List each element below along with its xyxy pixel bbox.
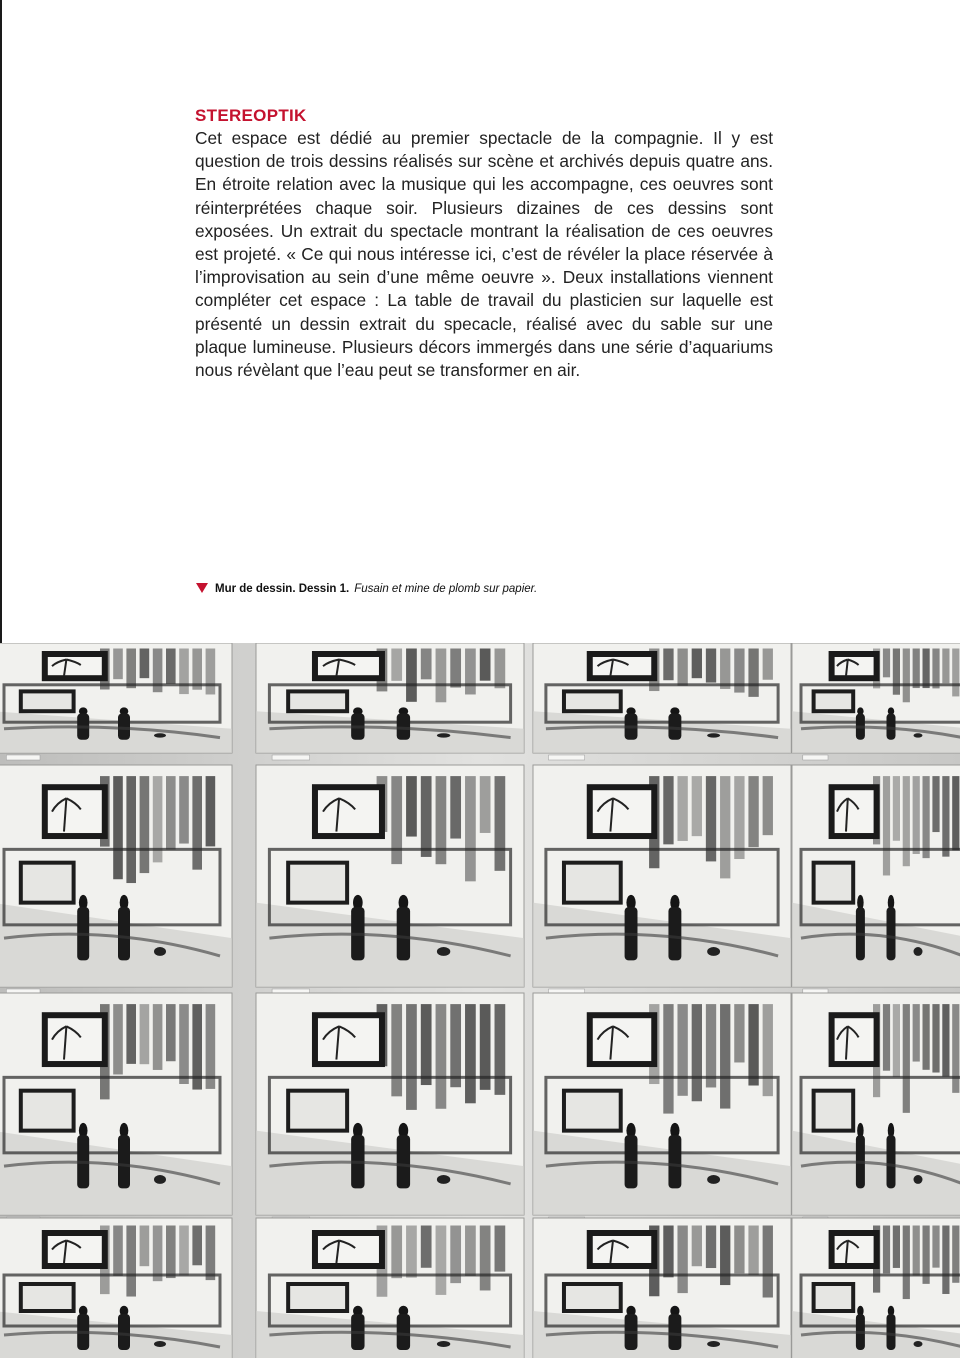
charcoal-drawing [0, 765, 232, 994]
charcoal-drawing [792, 643, 960, 760]
charcoal-drawing [0, 1218, 232, 1358]
caption-description: Fusain et mine de plomb sur papier. [354, 583, 538, 595]
charcoal-drawing [533, 643, 791, 760]
charcoal-drawing [0, 993, 232, 1222]
page-edge-line [0, 0, 2, 643]
photo-caption [196, 581, 537, 597]
drawing-wall-photo [0, 643, 960, 1358]
charcoal-drawing [256, 643, 524, 760]
charcoal-drawing [533, 1218, 791, 1358]
charcoal-drawing [0, 643, 232, 760]
charcoal-drawing [256, 993, 524, 1222]
charcoal-drawing [792, 1218, 960, 1358]
article-heading: STEREOPTIK [195, 106, 307, 125]
article [195, 104, 773, 382]
triangle-down-icon [196, 583, 208, 593]
article-body: Cet espace est dédié au premier spectacle de la compagnie. Il y est question de trois dessins réalisés sur scène et archivés depuis quatre ans. En étroite relation avec la musique qui les accompagne, ces oeuvres sont réinterprétées chaque soir. Plusieurs dizaines de ces dessins sont exposées. Un extrait du spectacle montrant la réalisation de ces oeuvres est projeté. « Ce qui nous intéresse ici, c’est de révéler la place réservée à l’improvisation au sein d’une même oeuvre ». Deux installations viennent compléter cet espace : La table de travail du plasticien sur laquelle est présenté un dessin extrait du specacle, réalisé avec du sable sur une plaque lumineuse. Plusieurs décors immergés dans une série d’aquariums nous révèlant que l’eau peut se transformer en air. [195, 128, 773, 381]
drawing-wall-illustration [0, 643, 960, 1358]
charcoal-drawing [792, 993, 960, 1222]
caption-title: Mur de dessin. Dessin 1. [215, 583, 350, 595]
charcoal-drawing [792, 765, 960, 994]
charcoal-drawing [533, 765, 791, 994]
charcoal-drawing [256, 1218, 524, 1358]
charcoal-drawing [256, 765, 524, 994]
charcoal-drawing [533, 993, 791, 1222]
